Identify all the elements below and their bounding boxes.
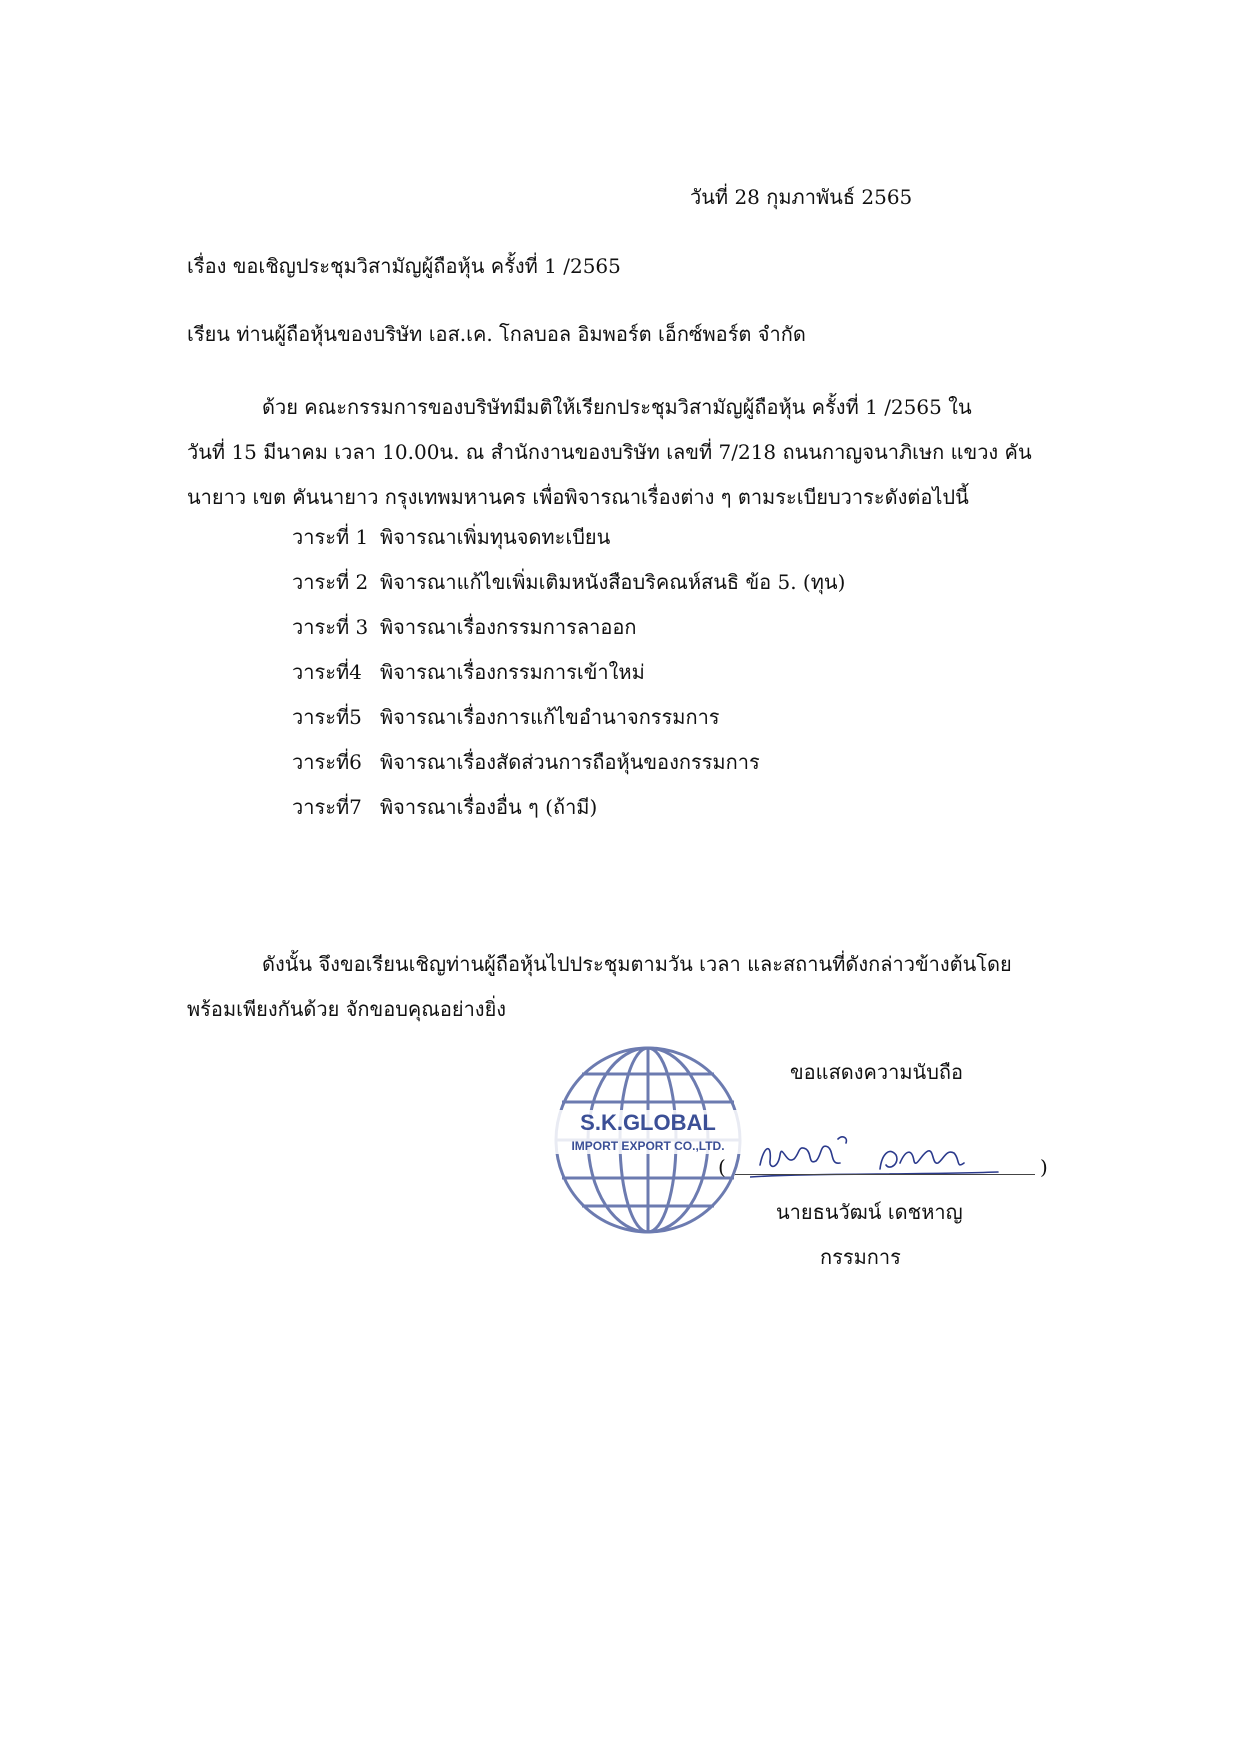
signature-line xyxy=(735,1174,1035,1175)
agenda-number: วาระที่5 xyxy=(292,705,362,729)
agenda-number: วาระที่4 xyxy=(292,660,362,684)
body-line: ด้วย คณะกรรมการของบริษัทมีมติให้เรียกประชุมวิสามัญผู้ถือหุ้น ครั้งที่ 1 /2565 ใน xyxy=(262,395,972,419)
agenda-item xyxy=(292,605,845,650)
agenda-item xyxy=(292,560,845,605)
regards-text: ขอแสดงความนับถือ xyxy=(790,1060,964,1084)
agenda-item xyxy=(292,650,845,695)
signature-icon xyxy=(750,1125,1000,1185)
body-line: วันที่ 15 มีนาคม เวลา 10.00น. ณ สำนักงานของบริษัท เลขที่ 7/218 ถนนกาญจนาภิเษก แขวง คัน xyxy=(187,440,1032,464)
agenda-item xyxy=(292,785,845,830)
signer-title: กรรมการ xyxy=(820,1245,901,1269)
stamp-text-line1: S.K.GLOBAL xyxy=(580,1110,716,1135)
closing-line: ดังนั้น จึงขอเรียนเชิญท่านผู้ถือหุ้นไปประชุมตามวัน เวลา และสถานที่ดังกล่าวข้างต้นโดย xyxy=(262,952,1012,976)
agenda-number: วาระที่7 xyxy=(292,795,362,819)
letter-subject: เรื่อง ขอเชิญประชุมวิสามัญผู้ถือหุ้น ครั้งที่ 1 /2565 xyxy=(187,254,621,278)
stamp-text-line2: IMPORT EXPORT CO.,LTD. xyxy=(571,1139,725,1153)
agenda-item xyxy=(292,515,845,560)
agenda-number: วาระที่6 xyxy=(292,750,362,774)
agenda-item xyxy=(292,740,845,785)
agenda-list xyxy=(292,515,845,830)
agenda-number: วาระที่ 3 xyxy=(292,615,369,639)
closing-paragraph xyxy=(187,942,1057,1032)
body-paragraph xyxy=(187,385,1057,520)
agenda-number: วาระที่ 1 xyxy=(292,525,369,549)
agenda-number: วาระที่ 2 xyxy=(292,570,369,594)
agenda-text: พิจารณาเพิ่มทุนจดทะเบียน xyxy=(380,525,611,549)
signature-open-paren: ( xyxy=(718,1155,726,1179)
company-stamp-icon xyxy=(548,1040,748,1240)
signer-name: นายธนวัฒน์ เดชหาญ xyxy=(776,1200,963,1224)
agenda-text: พิจารณาแก้ไขเพิ่มเติมหนังสือบริคณห์สนธิ ข้อ 5. (ทุน) xyxy=(380,570,846,594)
closing-line: พร้อมเพียงกันด้วย จักขอบคุณอย่างยิ่ง xyxy=(187,997,507,1021)
letter-date: วันที่ 28 กุมภาพันธ์ 2565 xyxy=(690,185,913,209)
agenda-text: พิจารณาเรื่องการแก้ไขอำนาจกรรมการ xyxy=(380,705,720,729)
agenda-text: พิจารณาเรื่องสัดส่วนการถือหุ้นของกรรมการ xyxy=(380,750,760,774)
agenda-text: พิจารณาเรื่องกรรมการลาออก xyxy=(380,615,637,639)
signature-close-paren: ) xyxy=(1040,1155,1048,1179)
letter-salutation: เรียน ท่านผู้ถือหุ้นของบริษัท เอส.เค. โกลบอล อิมพอร์ต เอ็กซ์พอร์ต จำกัด xyxy=(187,322,806,346)
body-line: นายาว เขต คันนายาว กรุงเทพมหานคร เพื่อพิจารณาเรื่องต่าง ๆ ตามระเบียบวาระดังต่อไปนี้ xyxy=(187,485,969,509)
agenda-item xyxy=(292,695,845,740)
agenda-text: พิจารณาเรื่องอื่น ๆ (ถ้ามี) xyxy=(380,795,598,819)
agenda-text: พิจารณาเรื่องกรรมการเข้าใหม่ xyxy=(380,660,645,684)
